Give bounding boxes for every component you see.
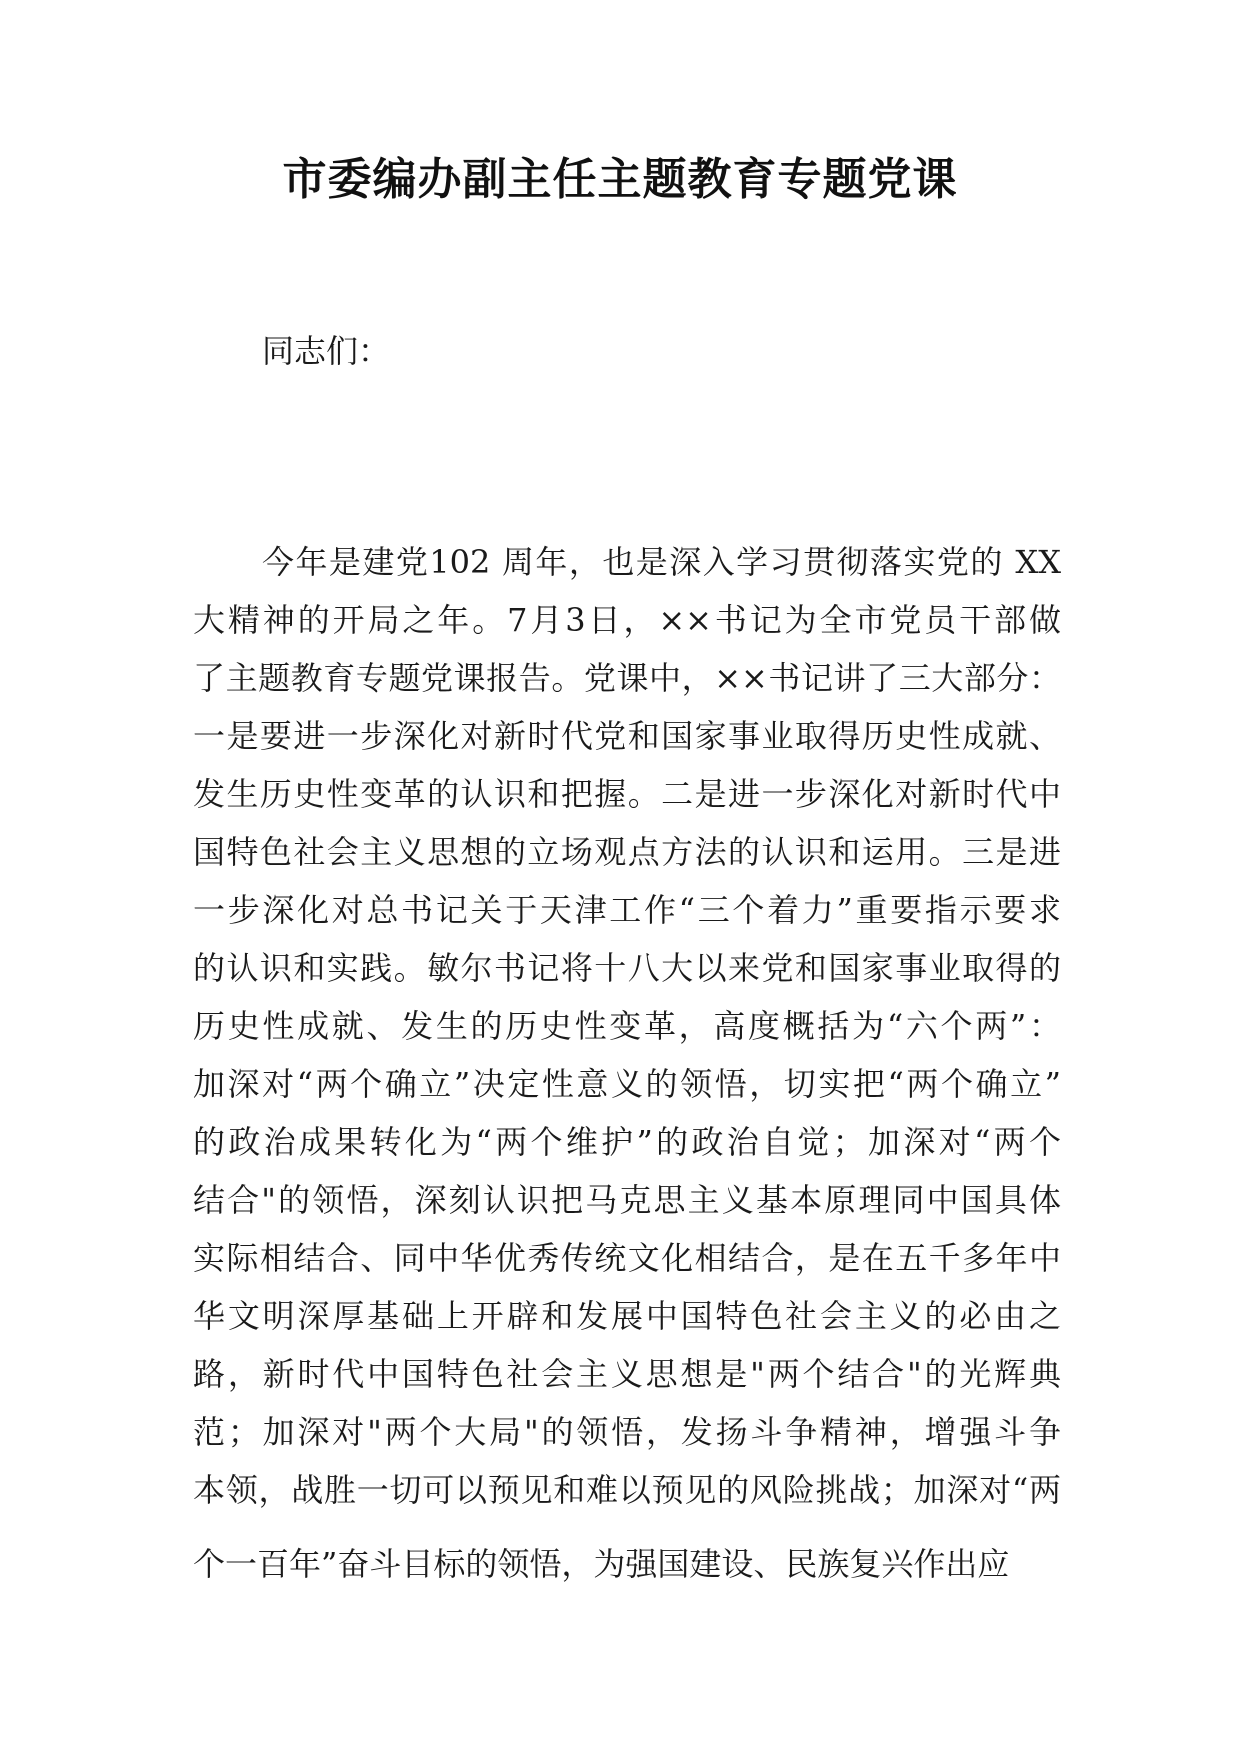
body-line: 的认识和实践。敏尔书记将十八大以来党和国家事业取得的: [193, 949, 1061, 987]
body-line: 华文明深厚基础上开辟和发展中国特色社会主义的必由之: [193, 1297, 1061, 1335]
body-line: 实际相结合、同中华优秀传统文化相结合，是在五千多年中: [193, 1239, 1061, 1277]
body-line: 加深对“两个确立”决定性意义的领悟，切实把“两个确立”: [193, 1065, 1061, 1103]
body-line: 范；加深对"两个大局"的领悟，发扬斗争精神，增强斗争: [193, 1413, 1061, 1451]
body-line: 结合"的领悟，深刻认识把马克思主义基本原理同中国具体: [193, 1181, 1061, 1219]
body-line: 一步深化对总书记关于天津工作“三个着力”重要指示要求: [193, 891, 1061, 929]
body-line: 个一百年”奋斗目标的领悟，为强国建设、民族复兴作出应: [193, 1545, 1010, 1583]
body-line: 一是要进一步深化对新时代党和国家事业取得历史性成就、: [193, 717, 1061, 755]
body-line: 历史性成就、发生的历史性变革，高度概括为“六个两”：: [193, 1007, 1061, 1045]
body-line: 大精神的开局之年。7月3日，××书记为全市党员干部做: [193, 601, 1061, 639]
salutation: 同志们：: [262, 332, 391, 370]
body-paragraph: [193, 533, 1061, 1593]
body-line: 今年是建党102 周年，也是深入学习贯彻落实党的 XX: [262, 543, 1061, 581]
body-line: 发生历史性变革的认识和把握。二是进一步深化对新时代中: [193, 775, 1061, 813]
body-line: 本领，战胜一切可以预见和难以预见的风险挑战；加深对“两: [193, 1471, 1061, 1509]
document-title: 市委编办副主任主题教育专题党课: [282, 154, 958, 205]
body-line: 的政治成果转化为“两个维护”的政治自觉；加深对“两个: [193, 1123, 1061, 1161]
body-line: 了主题教育专题党课报告。党课中，××书记讲了三大部分：: [193, 659, 1061, 697]
body-line: 路，新时代中国特色社会主义思想是"两个结合"的光辉典: [193, 1355, 1061, 1393]
body-line: 国特色社会主义思想的立场观点方法的认识和运用。三是进: [193, 833, 1061, 871]
